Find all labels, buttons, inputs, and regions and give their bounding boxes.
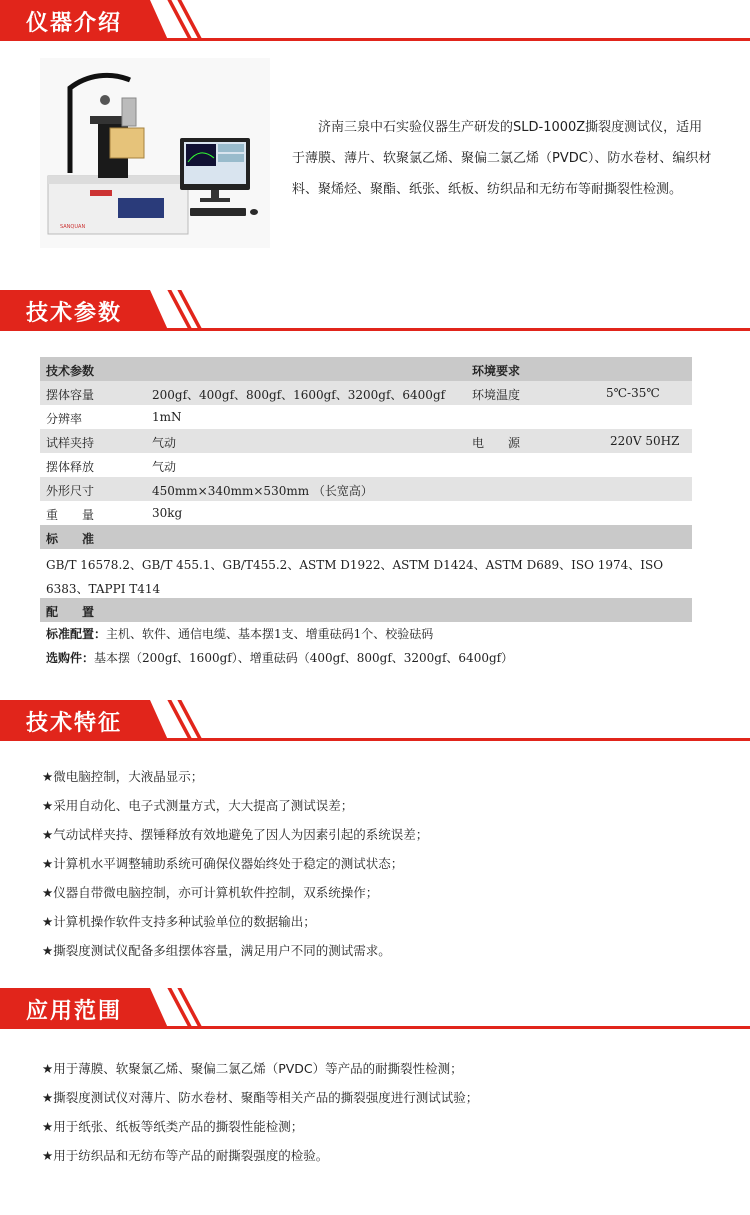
- env-value: 220V 50HZ: [610, 434, 680, 448]
- spec-header-left: 技术参数: [46, 364, 95, 378]
- product-image: [40, 58, 270, 248]
- list-item: ★用于薄膜、软聚氯乙烯、聚偏二氯乙烯（PVDC）等产品的耐撕裂性检测；: [42, 1061, 463, 1076]
- list-item: ★微电脑控制，大液晶显示；: [42, 769, 204, 784]
- list-item: ★撕裂度测试仪对薄片、防水卷材、聚酯等相关产品的撕裂强度进行测试试验；: [42, 1090, 479, 1105]
- config-header: 配 置: [46, 605, 95, 619]
- table-row: [40, 381, 692, 405]
- spec-value: 200gf、400gf、800gf、1600gf、3200gf、6400gf: [152, 388, 446, 402]
- feature-list: [42, 762, 722, 965]
- section-header-features: [0, 700, 750, 742]
- section-header-params: [0, 290, 750, 332]
- section-title-params: 技术参数: [26, 301, 123, 326]
- table-row: [40, 429, 692, 453]
- standard-header-row: [40, 525, 692, 549]
- config-standard-line: [40, 622, 692, 646]
- spec-table: [40, 357, 692, 670]
- env-value: 5℃-35℃: [606, 386, 660, 400]
- table-row: [40, 477, 692, 501]
- config-header-row: [40, 598, 692, 622]
- spec-header-right: 环境要求: [472, 364, 521, 378]
- list-item: ★撕裂度测试仪配备多组摆体容量，满足用户不同的测试需求。: [42, 943, 391, 958]
- standard-header: 标 准: [46, 532, 95, 546]
- list-item: ★仪器自带微电脑控制，亦可计算机软件控制，双系统操作；: [42, 885, 379, 900]
- list-item: ★计算机操作软件支持多种试验单位的数据输出；: [42, 914, 316, 929]
- section-title-intro: 仪器介绍: [26, 11, 123, 36]
- list-item: ★采用自动化、电子式测量方式，大大提高了测试误差；: [42, 798, 354, 813]
- table-row: [40, 501, 692, 525]
- list-item: ★计算机水平调整辅助系统可确保仪器始终处于稳定的测试状态；: [42, 856, 404, 871]
- config-standard-value: 主机、软件、通信电缆、基本摆1支、增重砝码1个、校验砝码: [106, 627, 434, 641]
- config-standard-label: 标准配置：: [46, 627, 107, 641]
- table-row: [40, 453, 692, 477]
- list-item: ★用于纺织品和无纺布等产品的耐撕裂强度的检验。: [42, 1148, 329, 1163]
- section-header-intro: [0, 0, 750, 42]
- config-optional-value: 基本摆（200gf、1600gf）、增重砝码（400gf、800gf、3200gf、6400gf）: [94, 651, 514, 665]
- application-list: [42, 1054, 722, 1170]
- list-item: ★用于纸张、纸板等纸类产品的撕裂性能检测；: [42, 1119, 304, 1134]
- table-row: [40, 405, 692, 429]
- list-item: ★气动试样夹持、摆锤释放有效地避免了因人为因素引起的系统误差；: [42, 827, 429, 842]
- spec-header-row: [40, 357, 692, 381]
- spec-label: 摆体释放: [46, 460, 95, 474]
- svg-text:SANQUAN: SANQUAN: [60, 224, 86, 230]
- spec-label: 摆体容量: [46, 388, 95, 402]
- section-title-features: 技术特征: [26, 711, 123, 736]
- standard-text: GB/T 16578.2、GB/T 455.1、GB/T455.2、ASTM D1922、ASTM D1424、ASTM D689、ISO 1974、ISO 6383、TAPPI T414: [46, 558, 664, 596]
- spec-value: 450mm×340mm×530mm （长宽高）: [152, 484, 373, 498]
- product-description: 济南三泉中石实验仪器生产研发的SLD-1000Z撕裂度测试仪，适用于薄膜、薄片、软聚氯乙烯、聚偏二氯乙烯（PVDC）、防水卷材、编织材料、聚烯烃、聚酯、纸张、纸板、纺织品和无纺布等耐撕裂性检测。: [292, 120, 712, 197]
- section-title-applications: 应用范围: [26, 999, 123, 1024]
- spec-label: 分辨率: [46, 412, 83, 426]
- spec-value: 气动: [152, 460, 177, 474]
- env-label: 环境温度: [472, 388, 521, 402]
- section-header-applications: [0, 988, 750, 1030]
- spec-label: 外形尺寸: [46, 484, 95, 498]
- spec-label: 重 量: [46, 508, 95, 522]
- env-label: 电 源: [472, 436, 521, 450]
- spec-label: 试样夹持: [46, 436, 95, 450]
- config-optional-label: 选购件：: [46, 651, 95, 665]
- spec-value: 30kg: [152, 506, 183, 520]
- spec-value: 1mN: [152, 410, 182, 424]
- spec-value: 气动: [152, 436, 177, 450]
- config-optional-line: [40, 646, 692, 670]
